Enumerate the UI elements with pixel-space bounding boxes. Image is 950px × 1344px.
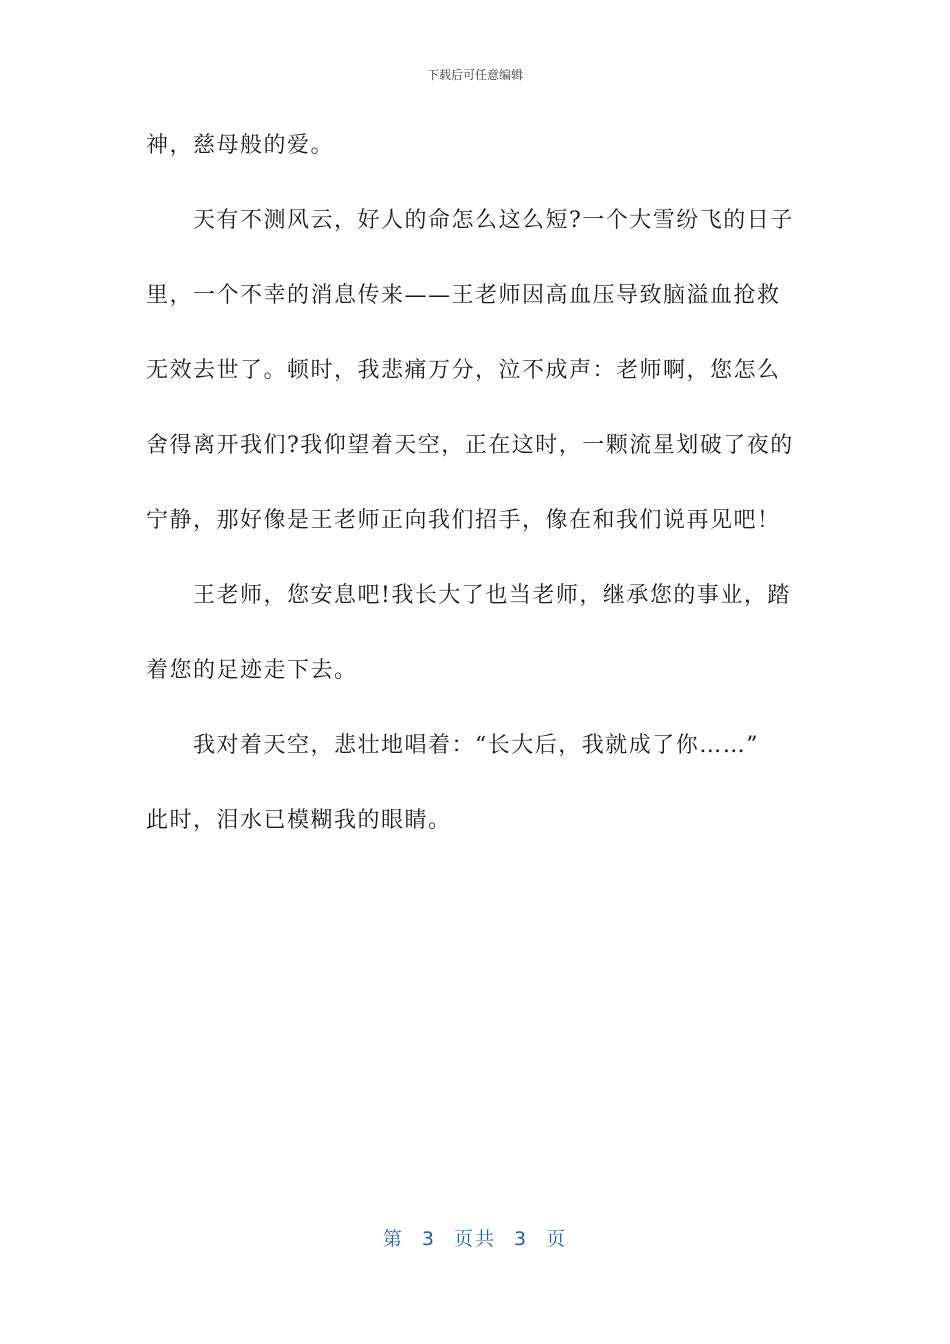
page-number-footer: 第 3 页共 3 页 xyxy=(382,1228,568,1250)
paragraph-first-line: 天有不测风云，好人的命怎么这么短?一个大雪纷飞的日子 xyxy=(193,208,794,233)
text-line: 此时，泪水已模糊我的眼睛。 xyxy=(146,808,452,833)
document-body xyxy=(146,120,806,870)
paragraph-first-line: 王老师，您安息吧!我长大了也当老师，继承您的事业，踏 xyxy=(193,583,791,608)
text-line: 舍得离开我们?我仰望着天空，正在这时，一颗流星划破了夜的 xyxy=(146,433,794,458)
text-line: 神，慈母般的爱。 xyxy=(146,133,335,158)
text-line: 宁静，那好像是王老师正向我们招手，像在和我们说再见吧！ xyxy=(146,508,781,533)
paragraph-first-line: 我对着天空，悲壮地唱着：“长大后，我就成了你……” xyxy=(193,733,759,758)
text-line: 无效去世了。顿时，我悲痛万分，泣不成声：老师啊，您怎么 xyxy=(146,358,781,383)
page-header: 下载后可任意编辑 xyxy=(426,68,523,82)
text-line: 里，一个不幸的消息传来——王老师因高血压导致脑溢血抢救 xyxy=(146,283,781,308)
text-line: 着您的足迹走下去。 xyxy=(146,658,358,683)
